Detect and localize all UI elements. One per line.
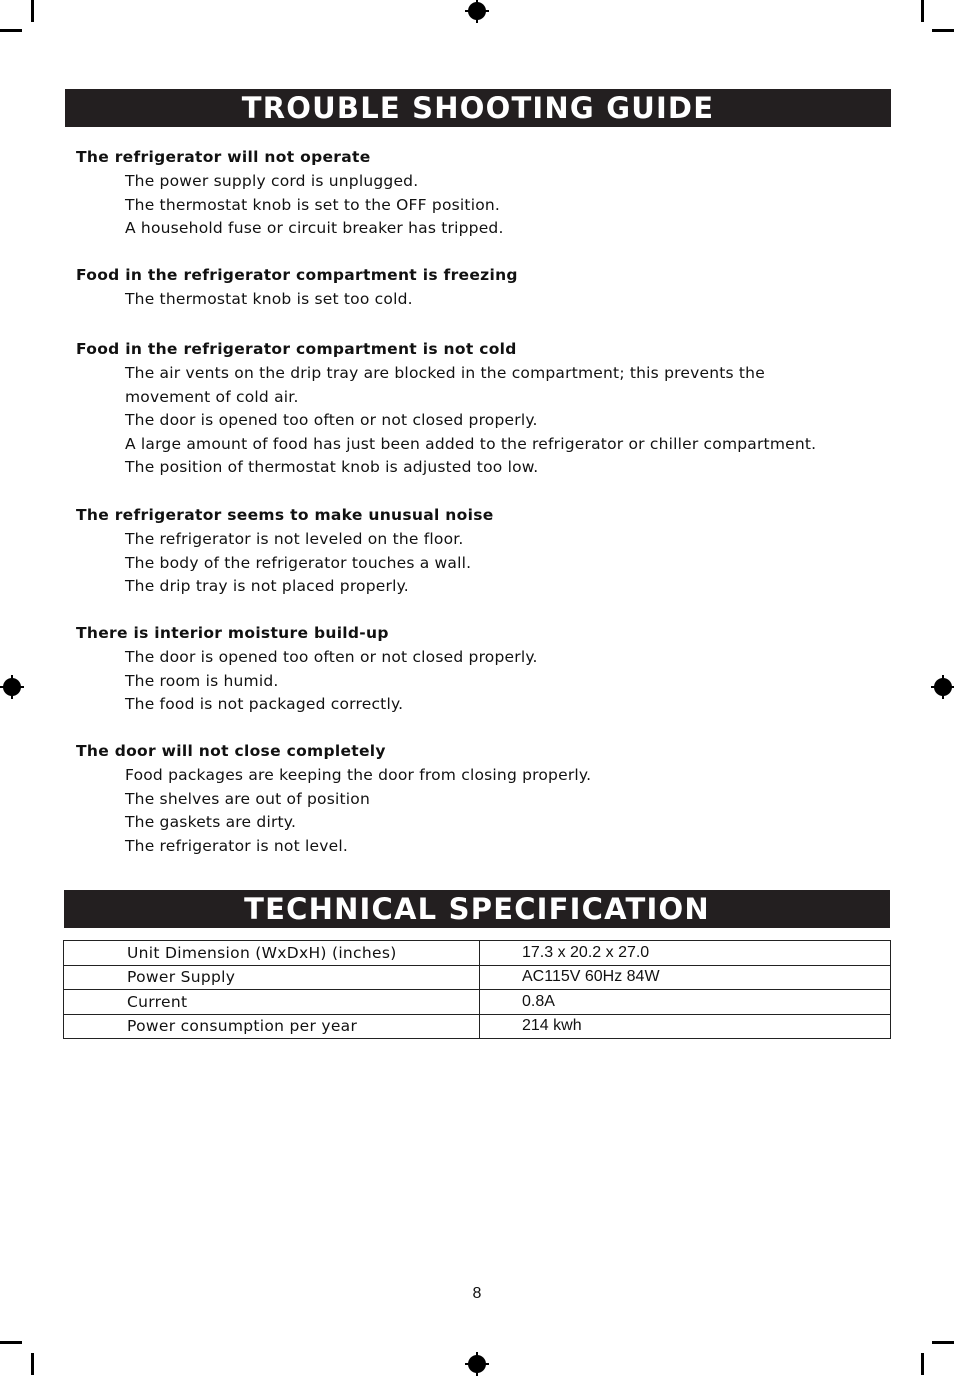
crop-mark (932, 29, 954, 32)
trouble-section (76, 338, 876, 480)
table-row (64, 965, 891, 990)
trouble-cause: The door is opened too often or not closed properly. (125, 411, 538, 430)
spec-label: Power consumption per year (64, 1014, 480, 1039)
page-number: 8 (472, 1285, 482, 1302)
table-row (64, 1014, 891, 1039)
trouble-cause: The refrigerator is not level. (125, 836, 348, 855)
trouble-heading: There is interior moisture build-up (76, 624, 389, 642)
trouble-cause: The shelves are out of position (125, 789, 370, 808)
trouble-section (76, 146, 876, 241)
spec-value: 0.8A (480, 990, 891, 1015)
table-row (64, 941, 891, 966)
trouble-section (76, 504, 876, 599)
table-row (64, 990, 891, 1015)
trouble-heading: The refrigerator seems to make unusual noise (76, 506, 494, 524)
trouble-cause: Food packages are keeping the door from closing properly. (125, 766, 592, 784)
trouble-cause: The power supply cord is unplugged. (125, 172, 419, 190)
trouble-cause: The refrigerator is not leveled on the floor. (125, 530, 464, 548)
trouble-cause: movement of cold air. (125, 387, 299, 406)
trouble-cause: The position of thermostat knob is adjusted too low. (125, 458, 539, 477)
registration-mark-icon (934, 678, 952, 696)
trouble-heading: Food in the refrigerator compartment is freezing (76, 266, 518, 284)
crop-mark (0, 1341, 22, 1344)
crop-mark (921, 0, 924, 22)
trouble-cause: A household fuse or circuit breaker has tripped. (125, 219, 504, 238)
trouble-heading: The door will not close completely (76, 742, 386, 760)
trouble-cause: The door is opened too often or not closed properly. (125, 648, 538, 666)
crop-mark (921, 1353, 924, 1375)
registration-mark-icon (468, 2, 486, 20)
trouble-heading: Food in the refrigerator compartment is not cold (76, 340, 517, 358)
spec-value: 214 kwh (480, 1014, 891, 1039)
trouble-cause: The air vents on the drip tray are blocked in the compartment; this prevents the (125, 364, 765, 382)
trouble-cause: The thermostat knob is set too cold. (125, 290, 413, 308)
crop-mark (31, 1353, 34, 1375)
spec-label: Power Supply (64, 965, 480, 990)
trouble-cause: The body of the refrigerator touches a wall. (125, 553, 472, 572)
trouble-cause: A large amount of food has just been added to the refrigerator or chiller compartment. (125, 434, 817, 453)
spec-value: AC115V 60Hz 84W (480, 965, 891, 990)
registration-mark-icon (3, 678, 21, 696)
spec-value: 17.3 x 20.2 x 27.0 (480, 941, 891, 966)
trouble-cause: The gaskets are dirty. (125, 813, 297, 832)
technical-specification-title: TECHNICAL SPECIFICATION (64, 890, 890, 928)
trouble-shooting-title: TROUBLE SHOOTING GUIDE (65, 89, 891, 127)
trouble-cause: The food is not packaged correctly. (125, 695, 404, 714)
spec-label: Current (64, 990, 480, 1015)
crop-mark (932, 1341, 954, 1344)
spec-label: Unit Dimension (WxDxH) (inches) (64, 941, 480, 966)
trouble-cause: The thermostat knob is set to the OFF position. (125, 195, 501, 214)
trouble-cause: The room is humid. (125, 671, 279, 690)
trouble-cause: The drip tray is not placed properly. (125, 577, 409, 596)
registration-mark-icon (468, 1355, 486, 1373)
trouble-heading: The refrigerator will not operate (76, 148, 371, 166)
specification-table (63, 940, 891, 1039)
crop-mark (0, 29, 22, 32)
trouble-section (76, 740, 876, 858)
trouble-section (76, 264, 876, 312)
trouble-section (76, 622, 876, 717)
crop-mark (31, 0, 34, 22)
